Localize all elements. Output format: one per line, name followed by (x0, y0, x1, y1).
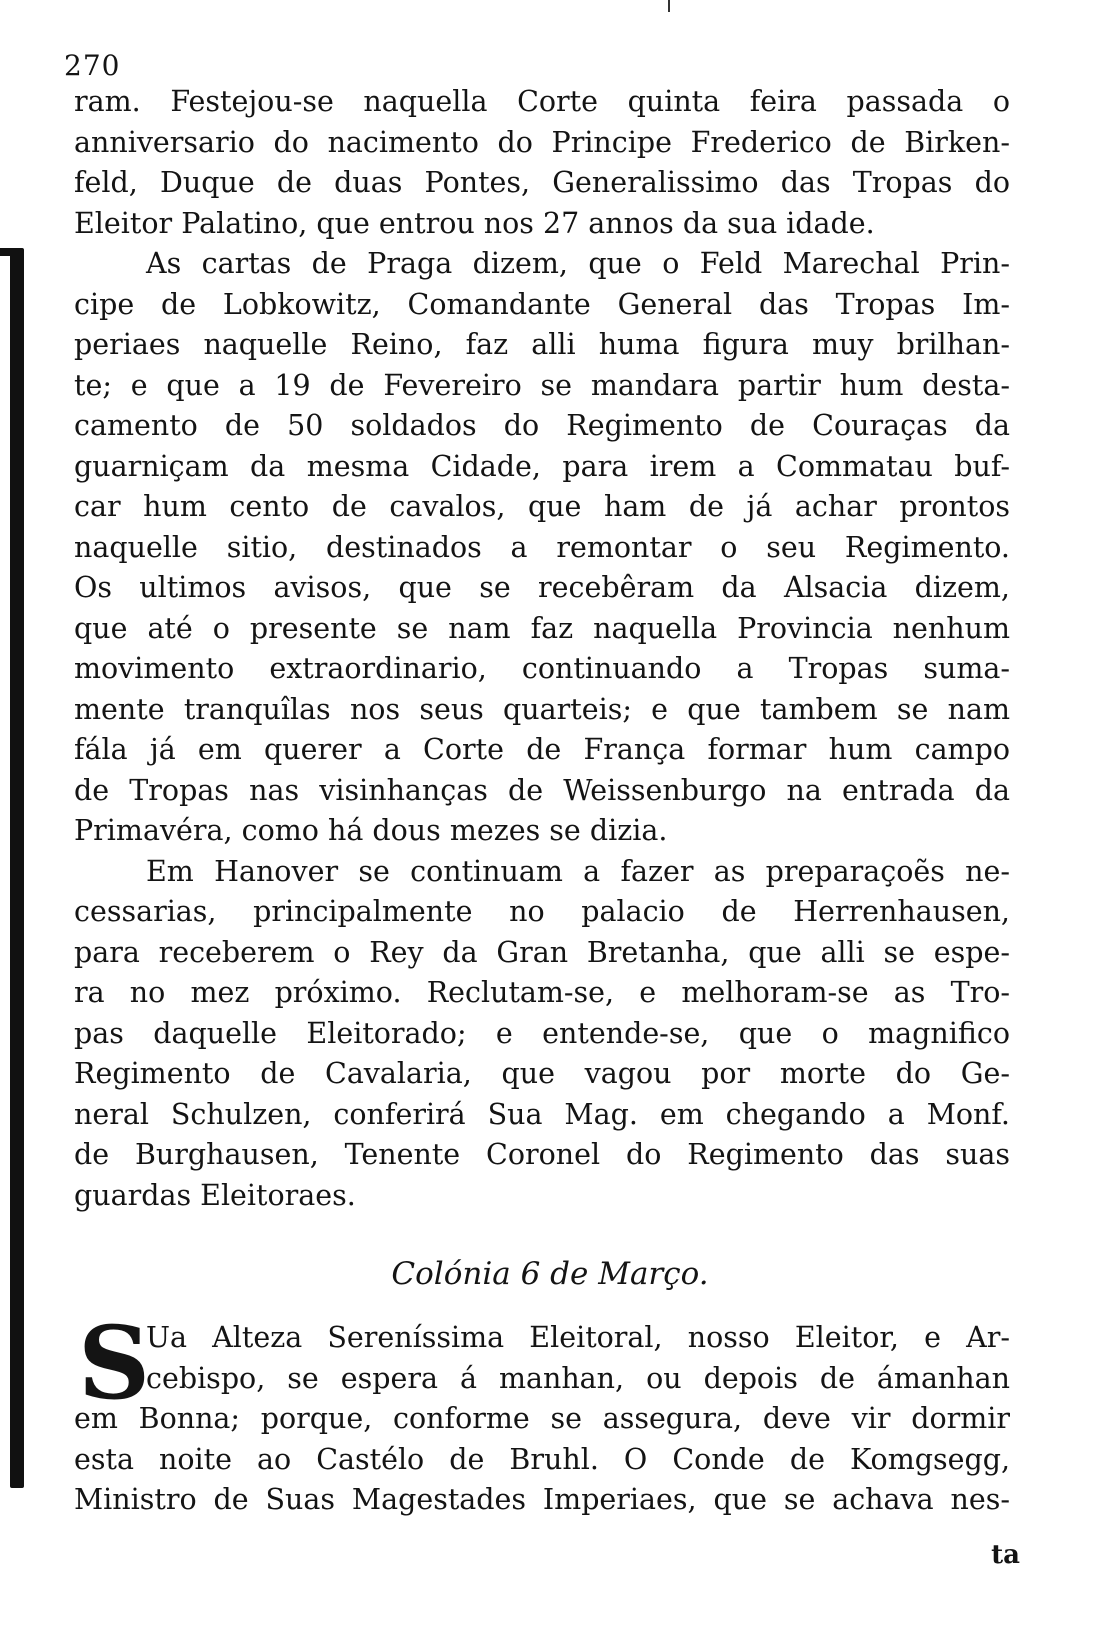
text-line: Eleitor Palatino, que entrou nos 27 annos da sua idade. (74, 206, 875, 240)
text-line: car hum cento de cavalos, que ham de já achar prontos (74, 490, 1010, 523)
dateline-heading: Colónia 6 de Março. (391, 1256, 709, 1292)
drop-cap: S (78, 1304, 151, 1422)
scan-mark (668, 0, 670, 12)
text-line: Primavéra, como há dous mezes se dizia. (74, 814, 668, 847)
text-line: camento de 50 soldados do Regimento de Couraças da (74, 409, 1010, 442)
text-line: Ministro de Suas Magestades Imperiaes, que se achava nes- (74, 1483, 1010, 1516)
text-line: cessarias, principalmente no palacio de Herrenhausen, (74, 895, 1010, 928)
catchword: ta (991, 1540, 1020, 1570)
text-line: Os ultimos avisos, que se recebêram da Alsacia dizem, (74, 571, 1010, 604)
text-line: que até o presente se nam faz naquella Provincia nenhum (74, 611, 1010, 645)
text-line: em Bonna; porque, conforme se assegura, deve vir dormir (74, 1402, 1010, 1435)
text-line: guardas Eleitoraes. (74, 1178, 356, 1212)
text-line: cipe de Lobkowitz, Comandante General das Tropas Im- (74, 287, 1010, 321)
text-line: fála já em querer a Corte de França formar hum campo (74, 733, 1010, 766)
text-line: de Tropas nas visinhanças de Weissenburgo na entrada da (74, 773, 1010, 807)
text-line: te; e que a 19 de Fevereiro se mandara partir hum desta- (74, 368, 1010, 402)
page-number: 270 (64, 49, 121, 82)
text-line: pas daquelle Eleitorado; e entende-se, que o magnifico (74, 1016, 1010, 1050)
text-line: guarniçam da mesma Cidade, para irem a Commatau buf- (74, 449, 1010, 483)
text-line: Ua Alteza Sereníssima Eleitoral, nosso Eleitor, e Ar- (146, 1321, 1010, 1354)
text-line: feld, Duque de duas Pontes, Generalissimo das Tropas do (74, 166, 1010, 199)
text-line: periaes naquelle Reino, faz alli huma figura muy brilhan- (74, 328, 1010, 361)
text-line: esta noite ao Castélo de Bruhl. O Conde de Komgsegg, (74, 1442, 1010, 1476)
text-line: cebispo, se espera á manhan, ou depois de ámanhan (146, 1361, 1010, 1395)
text-line: naquelle sitio, destinados a remontar o seu Regimento. (74, 530, 1010, 564)
body-text (74, 82, 1010, 1216)
text-line: As cartas de Praga dizem, que o Feld Marechal Prin- (146, 247, 1010, 280)
text-line: Regimento de Cavalaria, que vagou por morte do Ge- (74, 1057, 1010, 1090)
text-line: anniversario do nacimento do Principe Frederico de Birken- (74, 125, 1010, 159)
text-line: para receberem o Rey da Gran Bretanha, que alli se espe- (74, 935, 1010, 969)
text-line: ra no mez próximo. Reclutam-se, e melhoram-se as Tro- (74, 976, 1010, 1009)
text-line: ram. Festejou-se naquella Corte quinta feira passada o (74, 85, 1010, 118)
text-line: Em Hanover se continuam a fazer as preparaçoẽs ne- (146, 854, 1010, 888)
scan-edge-shadow (10, 248, 24, 1488)
scan-edge-tick (0, 248, 12, 256)
text-line: neral Schulzen, conferirá Sua Mag. em chegando a Monf. (74, 1097, 1010, 1131)
text-line: movimento extraordinario, continuando a Tropas suma- (74, 652, 1010, 685)
text-line: mente tranquîlas nos seus quarteis; e que tambem se nam (74, 692, 1010, 726)
text-line: de Burghausen, Tenente Coronel do Regimento das suas (74, 1138, 1010, 1171)
body-text-second (74, 1304, 1010, 1521)
